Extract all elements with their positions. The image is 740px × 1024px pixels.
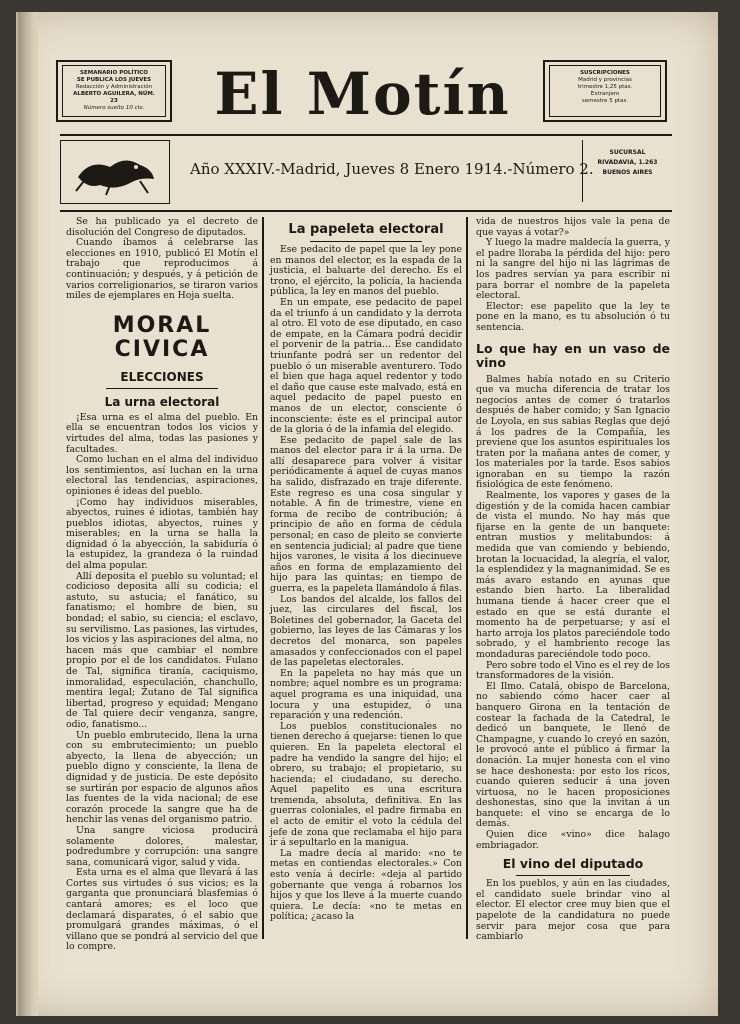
article-subheading: ELECCIONES — [120, 369, 204, 384]
paragraph: En la papeleta no hay más que un nombre; aquel nombre es un programa: aquel programa es una iniquidad, una locura y una estupidez, ó una reparación y una redención. — [270, 667, 462, 722]
paragraph: Una sangre viciosa producirá solamente dolores, malestar, podredumbre y corrupción: una sangre sana, comunicará vigor, salud y vida. — [66, 824, 258, 868]
paragraph: Los pueblos constitucionales no tienen derecho á quejarse: tienen lo que quieren. En la papeleta electoral el padre ha vendido la sangre del hijo; el obrero, su trabajo; el propietario, su hacienda; el ciudadano, su derecho. Aquel papelito es una escritura tremenda, absoluta, definitiva. En las guerras coloniales, el padre firmaba en el acto de emitir el voto la cédula del jefe de zona que reclamaba el hijo para ir á sepultarlo en la manigua. — [270, 720, 462, 849]
column-separator — [466, 217, 468, 939]
masthead-info-line: Número suelto 10 cts. — [83, 105, 145, 111]
newspaper-page — [16, 12, 718, 1016]
branch-line: SUCURSAL — [609, 149, 646, 156]
section-heading: La urna electoral — [104, 394, 220, 409]
section-heading: La papeleta electoral — [288, 222, 444, 237]
column-separator — [262, 217, 264, 939]
paragraph: Balmes había notado en su Criterio que va mucha diferencia de tratar los negocios antes de comer ó tratarlos después de haber comido; y San Ignacio de Loyola, en sus sabias Reglas que dejó á los padres de la Compañía, les previene que los asuntos espirituales los traten por la mañana antes de comer, y los materiales por la tarde. Esos sabios ignoraban en su tiempo la razón fisiológica de este fenómeno. — [476, 373, 670, 491]
column-3 — [476, 216, 670, 943]
masthead-info-line: ALBERTO AGUILERA, NÚM. 23 — [73, 91, 155, 104]
paragraph: Y luego la madre maldecía la guerra, y el padre lloraba la pérdida del hijo: pero ni la sangre del hijo ni las lágrimas de los padres servían ya para escribir ni para borrar el nombre de la papeleta electoral. — [476, 237, 670, 302]
masthead-info-line: SEMANARIO POLÍTICO — [80, 70, 148, 76]
paragraph: Elector: ese papelito que la ley te pone en la mano, es tu absolución ó tu sentencia. — [476, 300, 670, 333]
paragraph: En un empate, ese pedacito de papel da el triunfo á un candidato y la derrota al otro. El voto de ese diputado, en caso de empate, en la Cámara podrá decidir el porvenir de la patria... Ese candidato triunfante podrá ser un redentor del pueblo ó un miserable aventurero. Todo el bien que haga aquel redentor y todo el daño que cause este malvado, está en aquel pedacito de papel puesto en manos de un elector, consciente ó inconsciente: éste es el principal autor de la gloria ó de la infamia del elegido. — [270, 296, 462, 436]
issue-line: Año XXXIV.-Madrid, Jueves 8 Enero 1914.-Número 2. — [190, 160, 594, 178]
paragraph: Pero sobre todo el Vino es el rey de los transformadores de la visión. — [476, 659, 670, 682]
subscription-line: Extranjero — [590, 91, 620, 97]
subscription-line: SUSCRIPCIONES — [580, 70, 630, 76]
paragraph: ¡Esa urna es el alma del pueblo. En ella se encuentran todos los vicios y virtudes del alma, todas las pasiones y facultades. — [66, 411, 258, 455]
column-1 — [66, 216, 258, 953]
masthead-info-line: SE PUBLICA LOS JUEVES — [76, 77, 152, 83]
paragraph: Como luchan en el alma del individuo los sentimientos, así luchan en la urna electoral las tendencias, aspiraciones, opiniones é ideas del pueblo. — [66, 454, 258, 497]
page-fold-shadow — [18, 12, 32, 1016]
newspaper-title: El Motín — [214, 60, 511, 128]
subscription-line: semestre 5 ptas. — [581, 98, 629, 104]
paragraph: Ese pedacito de papel sale de las manos del elector para ir á la urna. De allí desaparece para volver á visitar periódicamente á aquel de cuyas manos ha salido, disfrazado en traje diferente. Este regreso es una cosa singular y notable. A fin de trimestre, viene en forma de recibo de contribución; á principio de año en forma de cédula personal; en caso de pleito se convierte en sentencia judicial; al padre que tiene hijos varones, le visita á los diecinueve años en forma de emplazamiento del hijo para las quintas; en tiempo de guerra, es la papeleta llamándolo á filas. — [270, 434, 462, 594]
paragraph: Un pueblo embrutecido, llena la urna con su embrutecimiento; un pueblo abyecto, la llena de abyección; un pueblo digno y consciente, la llena de dignidad y de justicia. De este depósito se surtirán por espacio de algunos años las fuentes de la vida nacional; de ese corazón procede la sangre que ha de henchir las venas del organismo patrio. — [66, 729, 258, 826]
subscription-box — [543, 60, 667, 122]
branch-line: BUENOS AIRES — [602, 169, 653, 176]
paragraph: vida de nuestros hijos vale la pena de que vayas á votar?» — [476, 216, 670, 238]
divider — [310, 241, 422, 242]
emblem-illustration — [60, 140, 170, 204]
branch-line: RIVADAVIA, 1.263 — [597, 159, 658, 166]
divider — [516, 875, 630, 876]
subscription-line: trimestre 1,25 ptas. — [577, 84, 633, 90]
paragraph: Quien dice «vino» dice halago embriagador. — [476, 829, 670, 851]
column-2 — [270, 217, 462, 939]
paragraph: Ese pedacito de papel que la ley pone en manos del elector, es la espada de la justicia, el baluarte del derecho. Es el trono, el ejército, la policía, la hacienda pública, la ley en manos del pueblo. — [270, 244, 462, 298]
paragraph: Esta urna es el alma que llevará á las Cortes sus virtudes ó sus vicios; es la garganta que pronunciará blasfemias ó cantará amores; es el loco que declamará disparates, ó el sabio que promulgará grandes máximas, ó el villano que se pondrá al servicio del que lo compre. — [66, 867, 258, 953]
dog-emblem-icon — [70, 147, 160, 197]
section-heading: Lo que hay en un vaso de vino — [476, 340, 670, 370]
masthead-info-line: Redacción y Administración — [75, 84, 153, 90]
intro-paragraph: Se ha publicado ya el decreto de disolución del Congreso de diputados. — [66, 216, 258, 238]
paragraph: ¡Como hay individuos miserables, abyectos, ruines é idiotas, también hay pueblos idiotas, abyectos, ruines y miserables; en la urna se halla la dignidad ó la abyección, la sabiduría ó la estupidez, la grandeza ó la ruindad del alma popular. — [66, 496, 258, 572]
issue-info-row — [60, 134, 672, 212]
paragraph: Realmente, los vapores y gases de la digestión y de la comida hacen cambiar de vista el mundo. No hay más que fijarse en la gente de un banquete: entran mustios y melitabundos: á medida que van comiendo y bebiendo, brotan la locuacidad, la alegría, el valor, la esplendidez y la magnanimidad. Se es más avaro estando en ayunas que estando bien harto. La liberalidad humana tiende á hacer creer que el estado en que se está durante el momento ha de perpetuarse; y así el harto arroja los platos pareciéndole todo sobrado, y el hambriento recoge las mondaduras pareciéndole todo poco. — [476, 490, 670, 660]
masthead-info-box — [56, 60, 172, 122]
divider — [106, 388, 218, 389]
subscription-line: Madrid y provincias — [578, 77, 632, 83]
intro-paragraph: Cuando íbamos á celebrarse las elecciones en 1910, publicó El Motín el trabajo que reproducimos á continuación; y después, y á petición de varios correligionarios, se tiraron varios miles de ejemplares en Hoja suelta. — [66, 237, 258, 302]
paragraph: La madre decía al marido: «no te metas en contiendas electorales.» Con esto venía á decirle: «deja al partido gobernante que venga á robarnos los hijos y que los lleve á la muerte cuando quiera. Le decía: «no te metas en política; ¿acaso la — [270, 847, 462, 923]
paragraph: El Ilmo. Catalá, obispo de Barcelona, no sabiendo cómo hacer caer al banquero Girona en la tentación de costear la fachada de la Catedral, le dedicó un banquete, le llenó de Champagne, y cuando lo creyó en sazón, le provocó ante el público á firmar la donación. La mujer honesta con el vino se hace deshonesta: por esto los ricos, cuando quieren seducir á una joven virtuosa, no le hacen proposiciones deshonestas, sino que la invitan á un banquete: el vino se encarga de lo demás. — [476, 680, 670, 830]
paragraph: Allí deposita el pueblo su voluntad; el codicioso deposita allí su codicia; el astuto, su astucia; el fanático, su fanatismo; el hombre de bien, su bondad; el sabio, su ciencia; el esclavo, su servilismo. Las pasiones, las virtudes, los vicios y las aspiraciones del alma, no hacen más que cambiar el nombre propio por el de los candidatos. Fulano de Tal, significa tiranía, caciquismo, inmoralidad, especulación, chanchullo, mentira legal; Zutano de Tal significa libertad, progreso y equidad; Mengano de Tal quiere decir venganza, sangre, odio, fanatismo... — [66, 570, 258, 730]
branch-office — [582, 140, 672, 202]
section-heading: El vino del diputado — [502, 856, 644, 872]
paragraph: En los pueblos, y aún en las ciudades, el candidato suele brindar vino al elector. El elector cree muy bien que el papelote de la candidatura no puede servir para mejor cosa que para cambiarlo — [476, 878, 670, 943]
article-heading: MORAL CIVICA — [112, 312, 212, 362]
paragraph: Los bandos del alcalde, los fallos del juez, las circulares del fiscal, los Boletines del gobernador, la Gaceta del gobierno, las leyes de las Cámaras y los decretos del monarca, son papeles amasados y confeccionados con el papel de las papeletas electorales. — [270, 593, 462, 669]
